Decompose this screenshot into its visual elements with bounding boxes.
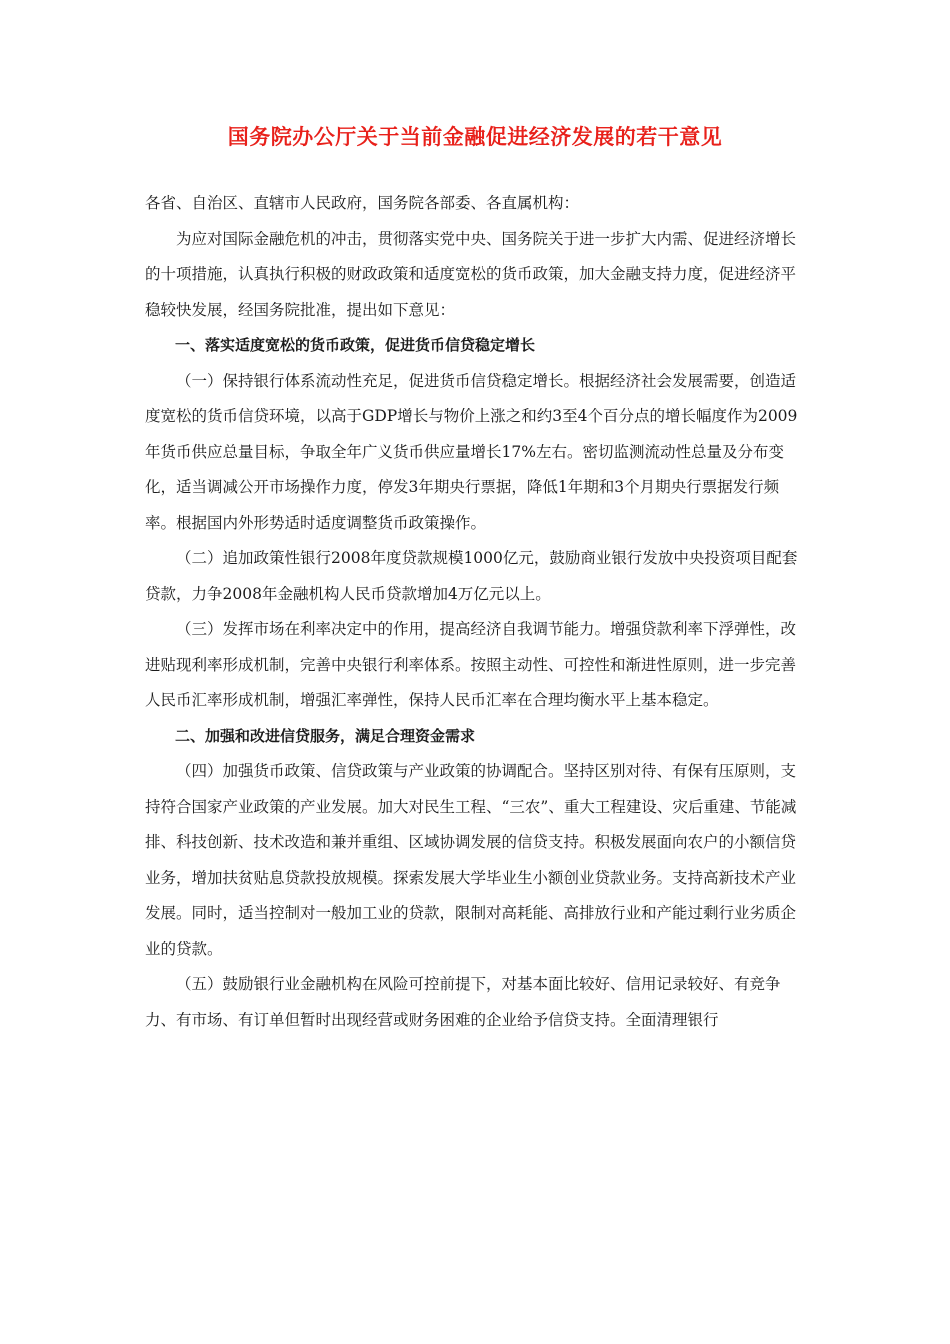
paragraph-item-4: （四）加强货币政策、信贷政策与产业政策的协调配合。坚持区别对待、有保有压原则，支持符合国家产业政策的产业发展。加大对民生工程、“三农”、重大工程建设、灾后重建、节能减排、科技创新、技术改造和兼并重组、区域协调发展的信贷支持。积极发展面向农户的小额信贷业务，增加扶贫贴息贷款投放规模。探索发展大学毕业生小额创业贷款业务。支持高新技术产业发展。同时，适当控制对一般加工业的贷款，限制对高耗能、高排放行业和产能过剩行业劣质企业的贷款。 <box>145 762 797 958</box>
paragraph-item-1: （一）保持银行体系流动性充足，促进货币信贷稳定增长。根据经济社会发展需要，创造适度宽松的货币信贷环境，以高于GDP增长与物价上涨之和约3至4个百分点的增长幅度作为2009年货币供应总量目标，争取全年广义货币供应量增长17%左右。密切监测流动性总量及分布变化，适当调减公开市场操作力度，停发3年期央行票据，降低1年期和3个月期央行票据发行频率。根据国内外形势适时适度调整货币政策操作。 <box>145 371 798 532</box>
paragraph-item-2: （二）追加政策性银行2008年度贷款规模1000亿元，鼓励商业银行发放中央投资项目配套贷款，力争2008年金融机构人民币贷款增加4万亿元以上。 <box>145 549 798 603</box>
salutation: 各省、自治区、直辖市人民政府，国务院各部委、各直属机构： <box>145 194 580 212</box>
section-heading-2: 二、加强和改进信贷服务，满足合理资金需求 <box>175 726 476 745</box>
paragraph-item-3: （三）发挥市场在利率决定中的作用，提高经济自我调节能力。增强贷款利率下浮弹性，改进贴现利率形成机制，完善中央银行利率体系。按照主动性、可控性和渐进性原则，进一步完善人民币汇率形成机制，增强汇率弹性，保持人民币汇率在合理均衡水平上基本稳定。 <box>145 620 797 709</box>
paragraph-item-5: （五）鼓励银行业金融机构在风险可控前提下，对基本面比较好、信用记录较好、有竞争力、有市场、有订单但暂时出现经营或财务困难的企业给予信贷支持。全面清理银行 <box>145 975 781 1029</box>
section-heading-1: 一、落实适度宽松的货币政策，促进货币信贷稳定增长 <box>175 336 536 354</box>
document-body <box>145 186 807 1038</box>
intro-paragraph: 为应对国际金融危机的冲击，贯彻落实党中央、国务院关于进一步扩大内需、促进经济增长的十项措施，认真执行积极的财政政策和适度宽松的货币政策，加大金融支持力度，促进经济平稳较快发展，经国务院批准，提出如下意见： <box>145 229 797 319</box>
document-title: 国务院办公厅关于当前金融促进经济发展的若干意见 <box>227 125 723 149</box>
